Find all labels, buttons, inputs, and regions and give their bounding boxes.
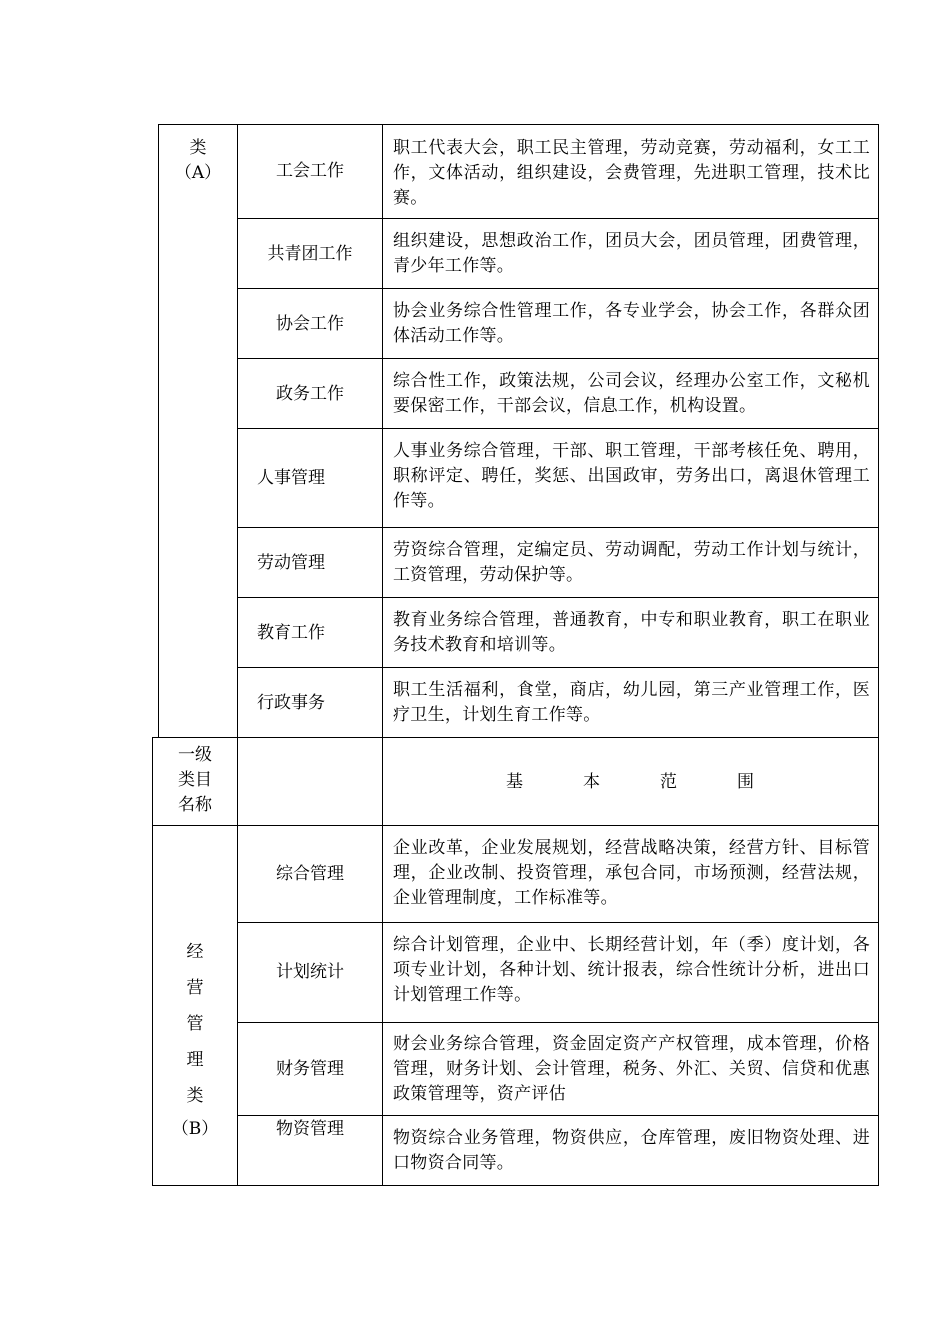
category-name: 工会工作 <box>276 161 344 181</box>
category-name: 综合管理 <box>276 864 344 884</box>
section-a-label <box>159 136 237 186</box>
rule <box>878 737 879 1186</box>
rule <box>237 922 879 923</box>
category-name: 计划统计 <box>276 962 344 982</box>
category-name: 共青团工作 <box>267 244 353 264</box>
category-name: 劳动管理 <box>257 553 325 573</box>
header-text-line: 名称 <box>178 795 212 815</box>
rule <box>237 667 879 668</box>
section-a-label-code: （A） <box>174 163 222 183</box>
category-scope: 企业改革，企业发展规划，经营战略决策，经营方针、目标管理，企业改制、投资管理，承包合同，市场预测，经营法规，企业管理制度，工作标准等。 <box>393 838 870 908</box>
category-name: 政务工作 <box>276 384 344 404</box>
category-name: 物资管理 <box>276 1119 344 1139</box>
section-b-label-char: 类 <box>186 1086 204 1106</box>
header-text-line: 类目 <box>178 770 212 790</box>
section-b-label-char: 经 <box>186 942 204 962</box>
header-scope-char: 基 <box>506 772 523 792</box>
category-scope: 物资综合业务管理，物资供应，仓库管理，废旧物资处理、进口物资合同等。 <box>393 1128 870 1173</box>
category-scope: 组织建设，思想政治工作，团员大会，团员管理，团费管理，青少年工作等。 <box>393 231 870 276</box>
header-scope-char: 范 <box>660 772 677 792</box>
category-scope: 劳资综合管理，定编定员、劳动调配，劳动工作计划与统计，工资管理，劳动保护等。 <box>393 540 870 585</box>
rule <box>158 124 879 125</box>
rule <box>237 428 879 429</box>
rule <box>237 1115 879 1116</box>
rule <box>237 288 879 289</box>
category-name: 财务管理 <box>276 1059 344 1079</box>
section-b-label-char: 管 <box>186 1014 204 1034</box>
rule <box>152 1185 879 1186</box>
header-text-line: 一级 <box>178 745 212 765</box>
category-scope: 财会业务综合管理，资金固定资产产权管理，成本管理，价格管理，财务计划、会计管理，税务、外汇、关贸、信贷和优惠政策管理等，资产评估 <box>393 1034 870 1104</box>
rule <box>237 1022 879 1023</box>
section-b-label-code: （B） <box>171 1119 219 1139</box>
rule <box>878 124 879 738</box>
category-name: 人事管理 <box>257 468 325 488</box>
category-name: 协会工作 <box>276 314 344 334</box>
category-scope: 职工生活福利，食堂，商店，幼儿园，第三产业管理工作，医疗卫生，计划生育工作等。 <box>393 680 870 725</box>
header-first-level-category <box>153 743 237 818</box>
rule <box>237 358 879 359</box>
header-scope-char: 围 <box>737 772 754 792</box>
header-basic-scope <box>476 770 876 795</box>
rule <box>158 124 159 738</box>
header-scope-char: 本 <box>583 772 600 792</box>
rule <box>237 218 879 219</box>
rule <box>237 124 238 738</box>
category-scope: 职工代表大会，职工民主管理，劳动竞赛，劳动福利，女工工作，文体活动，组织建设，会费管理，先进职工管理，技术比赛。 <box>393 138 870 208</box>
section-a-label-char: 类 <box>189 138 207 158</box>
category-name: 教育工作 <box>257 623 325 643</box>
category-scope: 协会业务综合性管理工作，各专业学会，协会工作，各群众团体活动工作等。 <box>393 301 870 346</box>
section-b-label <box>153 934 237 1144</box>
section-b-label-char: 理 <box>186 1050 204 1070</box>
rule <box>152 825 879 826</box>
rule <box>237 527 879 528</box>
category-scope: 人事业务综合管理，干部、职工管理，干部考核任免、聘用，职称评定、聘任，奖惩、出国政审，劳务出口，离退休管理工作等。 <box>393 441 870 511</box>
category-scope: 教育业务综合管理，普通教育，中专和职业教育，职工在职业务技术教育和培训等。 <box>393 610 870 655</box>
category-scope: 综合计划管理，企业中、长期经营计划，年（季）度计划，各项专业计划，各种计划、统计报表，综合性统计分析，进出口计划管理工作等。 <box>393 935 870 1005</box>
rule <box>237 597 879 598</box>
section-b-label-char: 营 <box>186 978 204 998</box>
category-name: 行政事务 <box>257 693 325 713</box>
rule <box>152 737 879 738</box>
category-scope: 综合性工作，政策法规，公司会议，经理办公室工作，文秘机要保密工作，干部会议，信息工作，机构设置。 <box>393 371 870 416</box>
